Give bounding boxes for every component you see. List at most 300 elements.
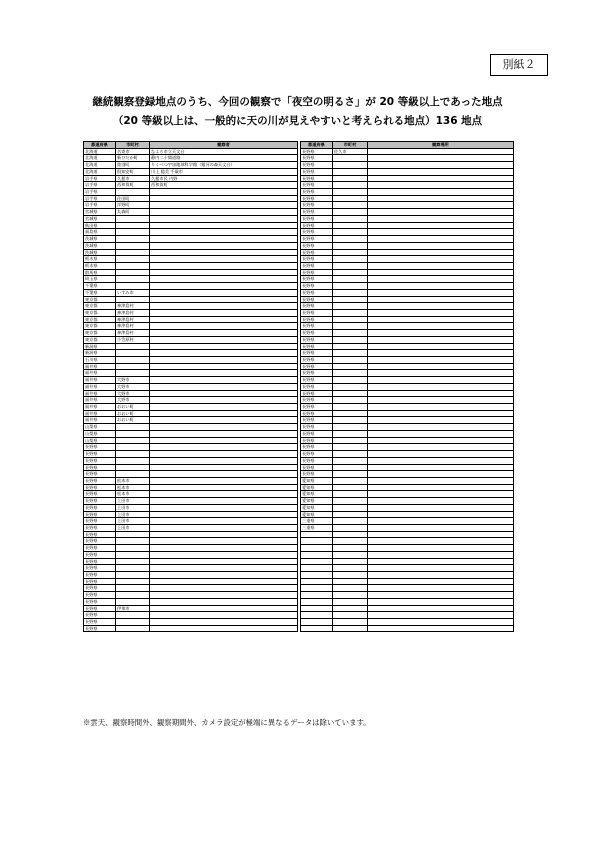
table-row: [84, 625, 298, 632]
cell-city: [333, 189, 368, 196]
cell-city: [333, 215, 368, 222]
table-row: [301, 531, 514, 538]
table-row: [84, 518, 298, 525]
table-row: [301, 430, 514, 437]
table-row: [84, 148, 298, 155]
table-row: [84, 269, 298, 276]
cell-city: [116, 357, 150, 364]
cell-city: [116, 215, 150, 222]
cell-observer: [368, 511, 514, 518]
table-row: [301, 417, 514, 424]
cell-city: [116, 262, 150, 269]
cell-observer: [368, 491, 514, 498]
cell-prefecture: 長野県: [301, 209, 333, 216]
cell-city: [333, 605, 368, 612]
cell-prefecture: 岩手県: [84, 195, 116, 202]
cell-prefecture: 福井県: [84, 410, 116, 417]
table-row: [84, 316, 298, 323]
cell-prefecture: 長野県: [84, 471, 116, 478]
cell-city: 新ひだか町: [116, 155, 150, 162]
cell-observer: [368, 195, 514, 202]
cell-city: 神津島村: [116, 316, 150, 323]
cell-observer: [150, 363, 298, 370]
cell-city: [116, 256, 150, 263]
cell-prefecture: 石川県: [84, 357, 116, 364]
table-row: [84, 511, 298, 518]
table-row: [301, 276, 514, 283]
cell-prefecture: 長野県: [301, 189, 333, 196]
cell-prefecture: 長野県: [301, 343, 333, 350]
cell-observer: [150, 457, 298, 464]
cell-prefecture: 宮城県: [84, 215, 116, 222]
cell-prefecture: 愛知県: [301, 484, 333, 491]
cell-city: [333, 357, 368, 364]
table-row: [84, 370, 298, 377]
table-row: [301, 612, 514, 619]
cell-city: [333, 464, 368, 471]
cell-prefecture: 長野県: [301, 303, 333, 310]
table-row: [84, 323, 298, 330]
table-row: [301, 383, 514, 390]
cell-city: [116, 457, 150, 464]
cell-prefecture: 長野県: [301, 410, 333, 417]
cell-city: [116, 578, 150, 585]
cell-prefecture: 長野県: [301, 309, 333, 316]
header-city: 市町村: [333, 142, 368, 149]
cell-observer: [150, 377, 298, 384]
cell-observer: [368, 585, 514, 592]
cell-prefecture: 長野県: [84, 578, 116, 585]
table-row: [301, 296, 514, 303]
table-row: [84, 390, 298, 397]
table-row: [84, 410, 298, 417]
cell-observer: [150, 296, 298, 303]
table-row: [84, 209, 298, 216]
table-row: [301, 471, 514, 478]
table-row: [301, 464, 514, 471]
header-city: 市町村: [116, 142, 150, 149]
cell-prefecture: 栃木県: [84, 262, 116, 269]
cell-city: [333, 484, 368, 491]
cell-prefecture: 長野県: [301, 168, 333, 175]
cell-prefecture: 岩手県: [84, 202, 116, 209]
cell-observer: [368, 289, 514, 296]
cell-city: [333, 330, 368, 337]
cell-observer: [368, 303, 514, 310]
table-row: [84, 471, 298, 478]
table-row: [84, 215, 298, 222]
cell-prefecture: 長野県: [84, 457, 116, 464]
table-row: [84, 424, 298, 431]
cell-city: [116, 565, 150, 572]
cell-city: [333, 276, 368, 283]
cell-prefecture: 千葉県: [84, 283, 116, 290]
table-row: [301, 222, 514, 229]
table-row: [301, 585, 514, 592]
table-row: [84, 572, 298, 579]
cell-prefecture: 長野県: [84, 585, 116, 592]
table-row: [301, 303, 514, 310]
cell-prefecture: 長野県: [301, 464, 333, 471]
table-row: [301, 309, 514, 316]
cell-prefecture: 長野県: [301, 262, 333, 269]
cell-observer: [368, 524, 514, 531]
cell-observer: [150, 578, 298, 585]
cell-prefecture: 長野県: [84, 619, 116, 626]
cell-city: 久慈市: [116, 175, 150, 182]
table-row: [301, 457, 514, 464]
cell-observer: [150, 410, 298, 417]
table-row: [301, 477, 514, 484]
table-row: [84, 531, 298, 538]
cell-observer: [150, 551, 298, 558]
cell-city: [116, 242, 150, 249]
cell-city: [116, 189, 150, 196]
cell-observer: なよろ市立天文台: [150, 148, 298, 155]
cell-prefecture: [301, 619, 333, 626]
cell-city: [333, 195, 368, 202]
cell-prefecture: 福井県: [84, 383, 116, 390]
table-row: [84, 491, 298, 498]
table-row: [301, 565, 514, 572]
cell-city: [333, 303, 368, 310]
cell-city: [333, 444, 368, 451]
cell-prefecture: 長野県: [84, 518, 116, 525]
cell-prefecture: 愛知県: [301, 504, 333, 511]
right-table-body: [301, 148, 514, 632]
cell-prefecture: [301, 612, 333, 619]
right-table: [300, 141, 514, 632]
table-row: [84, 619, 298, 626]
cell-prefecture: 福井県: [84, 370, 116, 377]
cell-city: 大野市: [116, 377, 150, 384]
cell-city: 大野市: [116, 397, 150, 404]
cell-city: 名寄市: [116, 148, 150, 155]
cell-city: [116, 283, 150, 290]
cell-observer: [150, 309, 298, 316]
cell-city: [116, 592, 150, 599]
cell-city: [333, 168, 368, 175]
table-row: [301, 545, 514, 552]
cell-observer: [368, 330, 514, 337]
cell-observer: [150, 545, 298, 552]
cell-observer: [150, 330, 298, 337]
table-row: [301, 410, 514, 417]
cell-observer: [368, 363, 514, 370]
table-row: [301, 262, 514, 269]
cell-city: [116, 437, 150, 444]
cell-city: 丸森町: [116, 209, 150, 216]
cell-observer: [368, 343, 514, 350]
cell-city: [333, 397, 368, 404]
cell-city: 神津島村: [116, 330, 150, 337]
table-row: [301, 175, 514, 182]
cell-prefecture: 長野県: [301, 383, 333, 390]
cell-prefecture: 長野県: [301, 276, 333, 283]
cell-prefecture: [301, 558, 333, 565]
table-row: [301, 269, 514, 276]
cell-city: 松本市: [116, 484, 150, 491]
cell-city: [333, 430, 368, 437]
cell-observer: [368, 484, 514, 491]
table-row: [301, 572, 514, 579]
cell-prefecture: 東京都: [84, 303, 116, 310]
cell-prefecture: 福井県: [84, 377, 116, 384]
cell-observer: [150, 484, 298, 491]
cell-observer: [150, 189, 298, 196]
cell-observer: [150, 538, 298, 545]
cell-prefecture: 福井県: [84, 363, 116, 370]
cell-observer: [150, 209, 298, 216]
cell-observer: [150, 558, 298, 565]
cell-city: [333, 236, 368, 243]
cell-prefecture: 東京都: [84, 316, 116, 323]
cell-city: 神津島村: [116, 309, 150, 316]
attachment-label: 別紙２: [490, 54, 548, 76]
cell-city: 西和賀町: [116, 182, 150, 189]
cell-city: [116, 363, 150, 370]
cell-observer: [150, 437, 298, 444]
cell-observer: [368, 162, 514, 169]
cell-observer: [368, 182, 514, 189]
cell-observer: [368, 155, 514, 162]
cell-observer: [368, 444, 514, 451]
cell-city: [116, 471, 150, 478]
cell-prefecture: 長野県: [301, 215, 333, 222]
cell-prefecture: 長野県: [301, 444, 333, 451]
cell-city: [333, 471, 368, 478]
cell-city: [333, 336, 368, 343]
cell-observer: [368, 262, 514, 269]
cell-observer: [368, 209, 514, 216]
cell-prefecture: 福井県: [84, 404, 116, 411]
cell-city: [333, 451, 368, 458]
cell-observer: [150, 195, 298, 202]
cell-prefecture: 長野県: [84, 625, 116, 632]
cell-city: [333, 309, 368, 316]
table-row: [84, 598, 298, 605]
cell-city: [333, 370, 368, 377]
table-row: [301, 444, 514, 451]
cell-city: [333, 350, 368, 357]
table-row: [301, 162, 514, 169]
table-row: [84, 578, 298, 585]
cell-prefecture: 長野県: [301, 377, 333, 384]
left-table: [83, 141, 298, 632]
table-row: [84, 464, 298, 471]
cell-observer: [150, 424, 298, 431]
cell-observer: [150, 444, 298, 451]
cell-city: [333, 417, 368, 424]
cell-city: [333, 323, 368, 330]
cell-prefecture: 宮城県: [84, 209, 116, 216]
table-row: [301, 578, 514, 585]
table-row: [84, 437, 298, 444]
table-row: [84, 592, 298, 599]
cell-prefecture: [301, 585, 333, 592]
cell-city: [333, 316, 368, 323]
cell-city: [116, 612, 150, 619]
cell-prefecture: 長野県: [84, 598, 116, 605]
cell-city: [116, 572, 150, 579]
table-row: [301, 350, 514, 357]
cell-prefecture: 長野県: [301, 404, 333, 411]
cell-prefecture: 福島県: [84, 229, 116, 236]
cell-prefecture: 長野県: [301, 330, 333, 337]
cell-city: [116, 545, 150, 552]
left-table-body: [84, 148, 298, 632]
cell-prefecture: 岩手県: [84, 182, 116, 189]
header-location: 観察場所: [368, 142, 514, 149]
table-row: [84, 289, 298, 296]
cell-observer: [150, 585, 298, 592]
cell-city: [333, 477, 368, 484]
cell-prefecture: 長野県: [301, 175, 333, 182]
table-row: [301, 256, 514, 263]
table-header-row: [301, 142, 514, 149]
cell-observer: [368, 477, 514, 484]
table-row: [301, 363, 514, 370]
cell-city: [116, 585, 150, 592]
cell-prefecture: 北海道: [84, 148, 116, 155]
cell-prefecture: 長野県: [301, 269, 333, 276]
cell-observer: [150, 417, 298, 424]
cell-prefecture: 長野県: [84, 511, 116, 518]
cell-prefecture: 長野県: [84, 531, 116, 538]
table-row: [301, 451, 514, 458]
cell-prefecture: 長野県: [301, 350, 333, 357]
table-row: [301, 504, 514, 511]
cell-observer: [368, 471, 514, 478]
cell-observer: [150, 370, 298, 377]
cell-city: [333, 410, 368, 417]
cell-observer: [150, 518, 298, 525]
cell-observer: [150, 451, 298, 458]
cell-observer: [150, 357, 298, 364]
table-row: [84, 538, 298, 545]
table-row: [84, 276, 298, 283]
cell-observer: [368, 168, 514, 175]
cell-city: [333, 598, 368, 605]
cell-prefecture: 長野県: [301, 430, 333, 437]
cell-observer: [150, 276, 298, 283]
cell-prefecture: 長野県: [301, 336, 333, 343]
cell-city: 倶知安町: [116, 168, 150, 175]
cell-observer: [150, 383, 298, 390]
cell-observer: [150, 336, 298, 343]
cell-observer: [368, 377, 514, 384]
cell-city: [333, 289, 368, 296]
cell-prefecture: 愛知県: [301, 491, 333, 498]
table-row: [84, 383, 298, 390]
cell-observer: [150, 471, 298, 478]
cell-prefecture: 秋田県: [84, 222, 116, 229]
cell-prefecture: 長野県: [301, 249, 333, 256]
table-row: [84, 195, 298, 202]
cell-observer: [368, 605, 514, 612]
table-row: [301, 289, 514, 296]
cell-city: [116, 343, 150, 350]
cell-prefecture: 北海道: [84, 168, 116, 175]
cell-city: [333, 578, 368, 585]
cell-prefecture: 愛知県: [301, 511, 333, 518]
cell-city: [333, 256, 368, 263]
cell-prefecture: 三重県: [301, 518, 333, 525]
cell-observer: [368, 592, 514, 599]
table-row: [301, 148, 514, 155]
table-row: [301, 424, 514, 431]
cell-city: [116, 222, 150, 229]
cell-observer: [368, 498, 514, 505]
cell-observer: [368, 350, 514, 357]
footnote: ※雲天、観察時間外、観察期間外、カメラ設定が極端に異なるデータは除いています。: [83, 718, 371, 727]
cell-prefecture: 長野県: [84, 565, 116, 572]
cell-city: [116, 558, 150, 565]
cell-city: [333, 182, 368, 189]
cell-observer: [368, 518, 514, 525]
cell-city: [333, 209, 368, 216]
cell-city: [333, 524, 368, 531]
cell-prefecture: 長野県: [301, 417, 333, 424]
header-observer: 観察者: [150, 142, 298, 149]
cell-city: [333, 390, 368, 397]
cell-city: 松本市: [116, 491, 150, 498]
cell-city: [333, 437, 368, 444]
table-row: [84, 256, 298, 263]
cell-observer: [368, 531, 514, 538]
table-row: [301, 625, 514, 632]
table-row: [84, 229, 298, 236]
table-row: [84, 162, 298, 169]
cell-prefecture: 福井県: [84, 417, 116, 424]
cell-observer: [150, 215, 298, 222]
table-row: [84, 545, 298, 552]
cell-prefecture: 北海道: [84, 155, 116, 162]
cell-observer: [368, 565, 514, 572]
table-row: [84, 558, 298, 565]
cell-observer: [368, 612, 514, 619]
cell-city: [116, 430, 150, 437]
table-row: [301, 249, 514, 256]
cell-prefecture: 長野県: [84, 451, 116, 458]
cell-observer: [368, 242, 514, 249]
cell-prefecture: 長野県: [301, 363, 333, 370]
cell-prefecture: 長野県: [301, 357, 333, 364]
cell-prefecture: 長野県: [301, 229, 333, 236]
cell-prefecture: 長野県: [84, 491, 116, 498]
cell-city: [333, 538, 368, 545]
cell-city: [333, 363, 368, 370]
cell-city: 松本市: [116, 477, 150, 484]
cell-city: [116, 424, 150, 431]
cell-prefecture: 長野県: [84, 612, 116, 619]
cell-prefecture: 長野県: [301, 256, 333, 263]
cell-observer: [368, 249, 514, 256]
cell-city: [333, 269, 368, 276]
cell-city: [333, 558, 368, 565]
cell-city: いすみ市: [116, 289, 150, 296]
cell-observer: [368, 316, 514, 323]
header-prefecture: 都道府県: [301, 142, 333, 149]
table-row: [301, 491, 514, 498]
cell-city: 大野市: [116, 383, 150, 390]
cell-observer: [150, 477, 298, 484]
table-row: [301, 437, 514, 444]
cell-prefecture: 長野県: [301, 370, 333, 377]
cell-prefecture: 福井県: [84, 390, 116, 397]
cell-prefecture: 長野県: [84, 572, 116, 579]
cell-city: [116, 619, 150, 626]
